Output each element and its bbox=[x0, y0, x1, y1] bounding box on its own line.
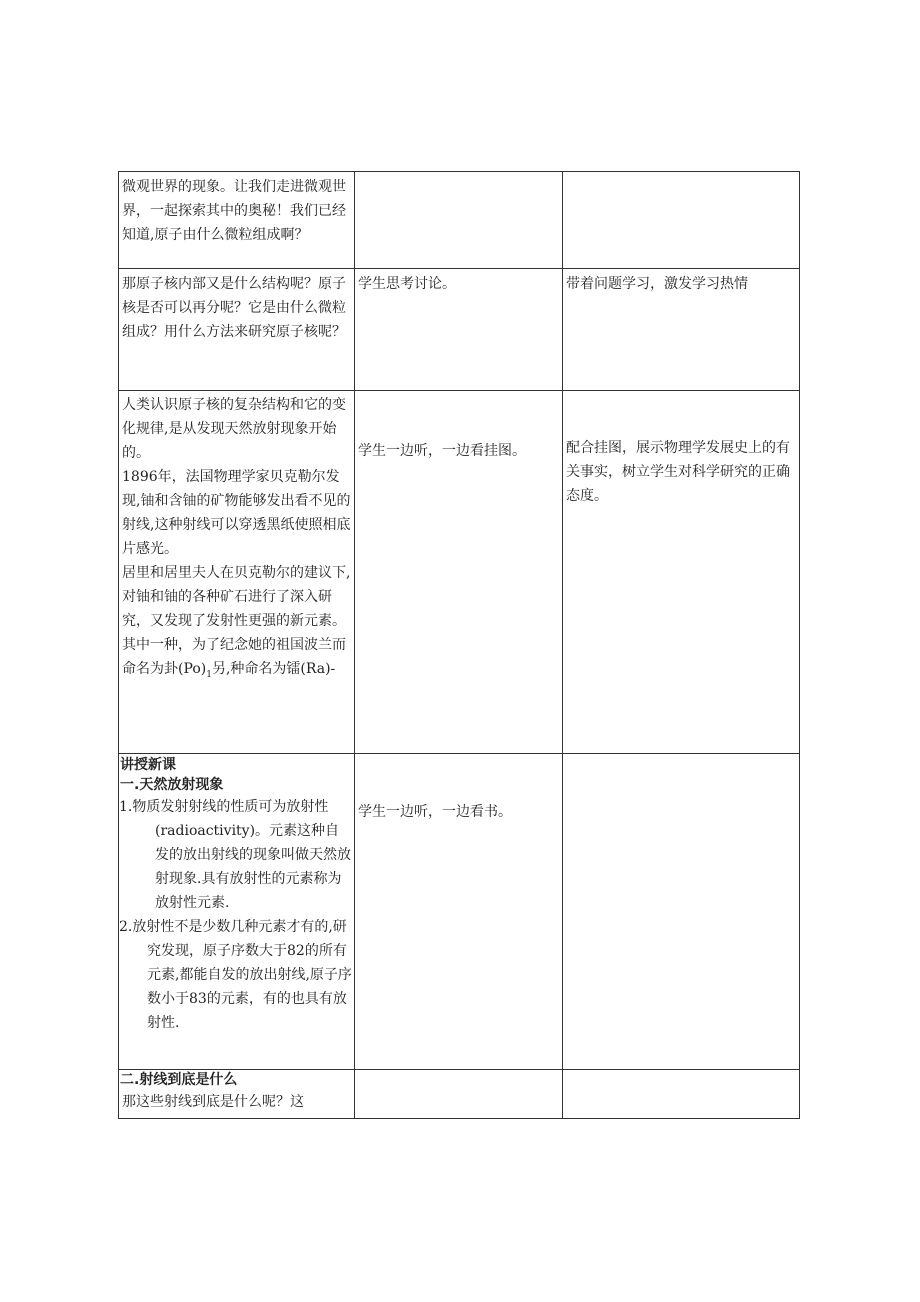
table-cell bbox=[355, 391, 563, 754]
list-item: 1.物质发射射线的性质可为放射性(radioactivity)。元素这种自发的放出射线的现象叫做天然放射现象.具有放射性的元素称为放射性元素. bbox=[119, 799, 351, 911]
table-cell bbox=[119, 391, 355, 754]
table-row bbox=[119, 754, 800, 1070]
table-row bbox=[119, 1070, 800, 1119]
section-heading: 二.射线到底是什么 bbox=[120, 1072, 238, 1088]
cell-text: 带着问题学习，激发学习热情 bbox=[566, 276, 748, 292]
table-cell bbox=[355, 172, 563, 269]
cell-text: 学生思考讨论。 bbox=[358, 276, 456, 292]
table-cell bbox=[563, 269, 800, 391]
cell-text: 微观世界的现象。让我们走进微观世界，一起探索其中的奥秘！我们已经知道,原子由什么微粒组成啊？ bbox=[122, 179, 346, 243]
lesson-plan-table bbox=[118, 171, 800, 1119]
table-cell bbox=[355, 754, 563, 1070]
cell-text: 居里和居里夫人在贝克勒尔的建议下,对铀和铀的各种矿石进行了深入研究，又发现了发射性更强的新元素。其中一种，为了纪念她的祖国波兰而命名为卦$(Po)_1$另,种命名为镭(Ra)- bbox=[122, 565, 351, 680]
cell-text: 那原子核内部又是什么结构呢？原子核是否可以再分呢？它是由什么微粒组成？用什么方法来研究原子核呢？ bbox=[122, 276, 346, 340]
section-heading: 一.天然放射现象 bbox=[120, 777, 224, 793]
table-cell bbox=[119, 754, 355, 1070]
table-cell bbox=[119, 1070, 355, 1119]
table-cell bbox=[563, 754, 800, 1070]
list-item: 2.放射性不是少数几种元素才有的,研究发现，原子序数大于82的所有元素,都能自发的放出射线,原子序数小于83的元素，有的也具有放射性. bbox=[119, 919, 352, 1031]
cell-text: 人类认识原子核的复杂结构和它的变化规律,是从发现天然放射现象开始的。 bbox=[122, 397, 346, 461]
table-cell bbox=[119, 269, 355, 391]
cell-text: 配合挂图，展示物理学发展史上的有关事实，树立学生对科学研究的正确态度。 bbox=[566, 440, 790, 504]
cell-text: 学生一边听，一边看书。 bbox=[358, 804, 512, 820]
table-cell bbox=[563, 391, 800, 754]
cell-text: 学生一边听，一边看挂图。 bbox=[358, 443, 526, 459]
table-cell bbox=[563, 172, 800, 269]
table-cell bbox=[119, 172, 355, 269]
table-cell bbox=[355, 1070, 563, 1119]
table-row bbox=[119, 391, 800, 754]
cell-text: 1896年，法国物理学家贝克勒尔发现,铀和含铀的矿物能够发出看不见的射线,这种射线可以穿透黑纸使照相底片感光。 bbox=[122, 469, 351, 557]
table-row bbox=[119, 172, 800, 269]
cell-text: 那这些射线到底是什么呢？这 bbox=[122, 1094, 304, 1110]
table-cell bbox=[355, 269, 563, 391]
table-row bbox=[119, 269, 800, 391]
section-heading: 讲授新课 bbox=[120, 757, 176, 773]
table-cell bbox=[563, 1070, 800, 1119]
